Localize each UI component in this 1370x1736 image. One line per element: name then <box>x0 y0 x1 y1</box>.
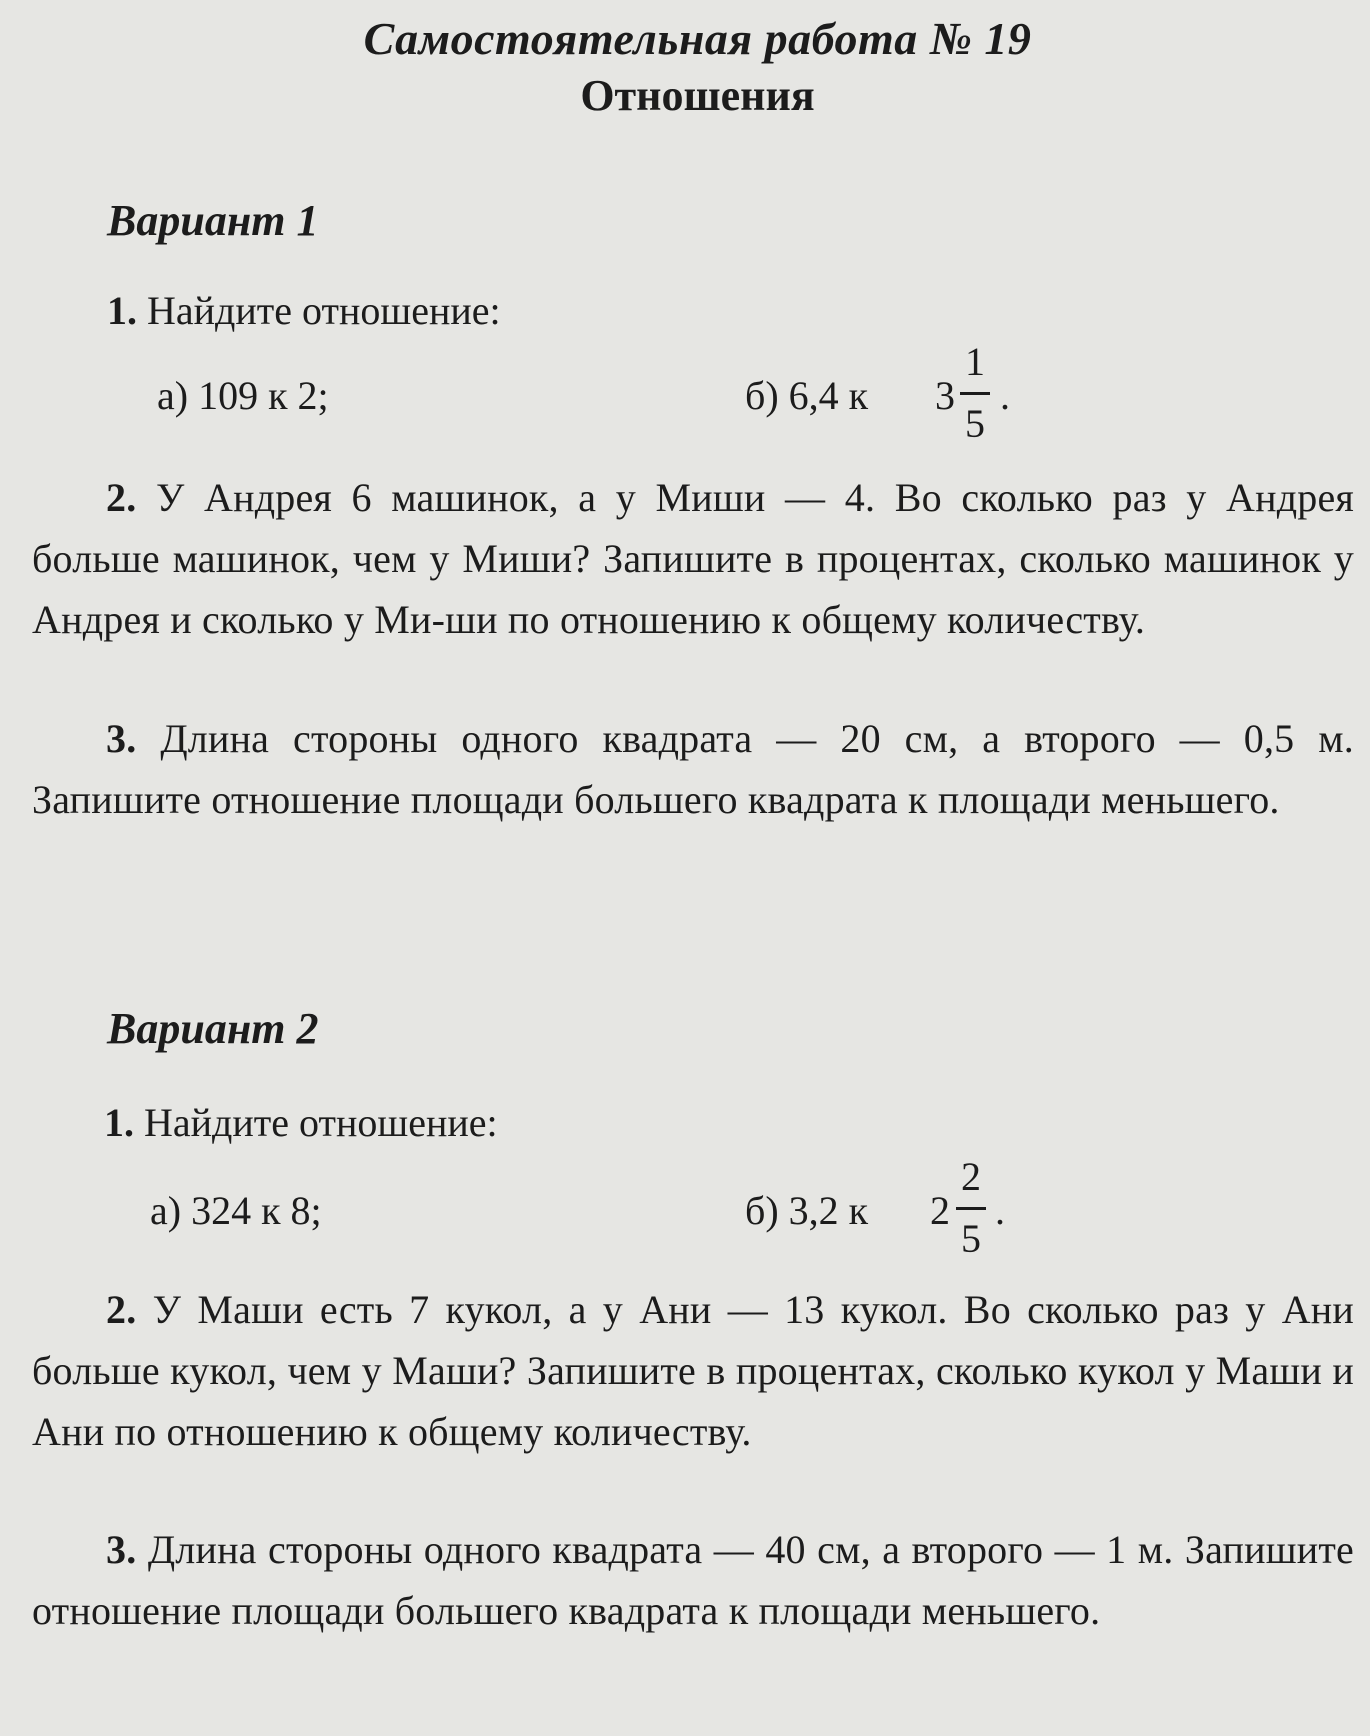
page-subtitle: Отношения <box>580 71 815 120</box>
v2-task1-b-denominator: 5 <box>961 1216 981 1261</box>
v1-task1-b-whole: 3 <box>935 373 955 418</box>
v1-task3-text: Длина стороны одного квадрата — 20 см, а второго — 0,5 м. Запишите отношение площади большего квадрата к площади меньшего. <box>32 716 1354 822</box>
v2-task3-number: 3. <box>106 1527 137 1572</box>
v2-task1-b-numerator: 2 <box>961 1154 981 1199</box>
page-title: Самостоятельная работа № 19 <box>363 13 1032 64</box>
v2-task1-b-end: . <box>995 1188 1005 1233</box>
v2-task2-paragraph <box>32 1279 1354 1462</box>
v2-task2-text: У Маши есть 7 кукол, а у Ани — 13 кукол. Во сколько раз у Ани больше кукол, чем у Маши? Запишите в процентах, сколько кукол у Маши и Ани по отношению к общему количеству. <box>32 1287 1354 1454</box>
v1-task1-text: Найдите отношение: <box>147 288 501 333</box>
v1-task1-option-b <box>745 340 1045 450</box>
v1-task2-text: У Андрея 6 машинок, а у Миши — 4. Во сколько раз у Андрея больше машинок, чем у Миши? Запишите в процентах, сколько машинок у Андрея и сколько у Ми-ши по отношению к общему количеству. <box>32 475 1354 642</box>
v2-task1-option-b <box>745 1155 1045 1265</box>
v1-task2-number: 2. <box>106 475 137 520</box>
v2-task3-paragraph <box>32 1519 1354 1641</box>
v2-task1-number: 1. <box>104 1100 134 1145</box>
v1-task2-paragraph <box>32 467 1354 650</box>
variant-2-heading: Вариант 2 <box>107 1004 319 1053</box>
v1-task1-line <box>107 281 501 341</box>
v1-task3-number: 3. <box>106 716 137 761</box>
v1-task1-b-prefix: б) 6,4 к <box>745 373 869 418</box>
v2-task1-b-whole: 2 <box>930 1188 950 1233</box>
v2-task1-text: Найдите отношение: <box>144 1100 498 1145</box>
v2-task1-option-a: а) 324 к 8; <box>150 1188 322 1233</box>
v1-task1-number: 1. <box>107 288 137 333</box>
v1-task1-b-end: . <box>1000 373 1010 418</box>
v1-task3-paragraph <box>32 708 1354 830</box>
v2-task3-text: Длина стороны одного квадрата — 40 см, а второго — 1 м. Запишите отношение площади большего квадрата к площади меньшего. <box>32 1527 1354 1633</box>
v1-task1-option-a: а) 109 к 2; <box>157 373 329 418</box>
v1-task1-b-numerator: 1 <box>965 339 985 384</box>
v2-task2-number: 2. <box>106 1287 137 1332</box>
v2-task1-b-fraction-bar <box>956 1207 986 1210</box>
v1-task1-b-denominator: 5 <box>965 401 985 446</box>
v2-task1-line <box>104 1093 498 1153</box>
v2-task1-b-prefix: б) 3,2 к <box>745 1188 869 1233</box>
variant-1-heading: Вариант 1 <box>107 196 319 245</box>
v1-task1-b-fraction-bar <box>960 392 990 395</box>
